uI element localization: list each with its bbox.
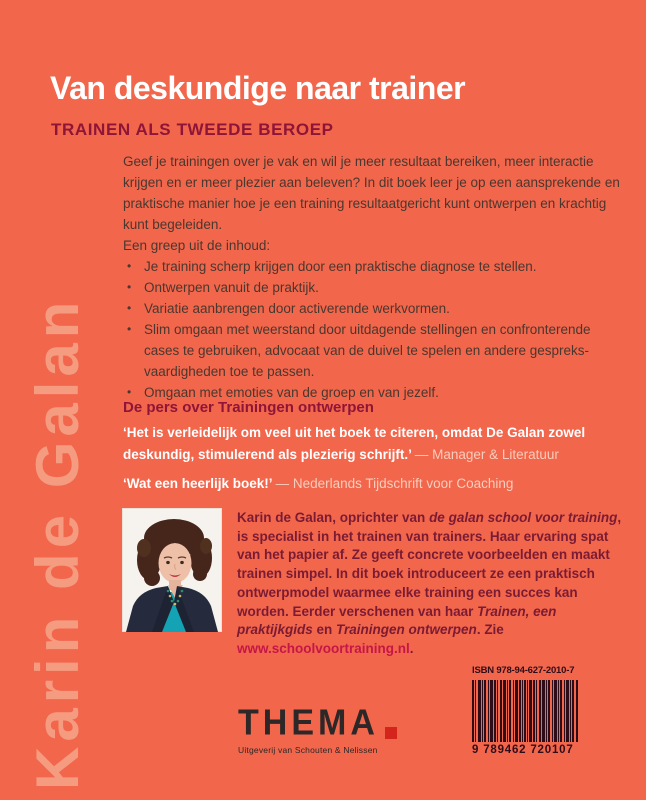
barcode-icon	[472, 680, 578, 742]
book-subtitle: TRAINEN ALS TWEEDE BEROEP	[51, 120, 334, 139]
quote-text: ‘Wat een heerlijk boek!’	[123, 476, 272, 491]
barcode-block	[472, 665, 578, 756]
isbn-label: ISBN 978-94-627-2010-7	[472, 665, 575, 676]
bullet-item: • Slim omgaan met weerstand door uitdagende stellingen en confronterende cases te gebruiken, advocaat van de duivel te spelen en andere gespreks-vaardigheden toe te passen.	[123, 319, 629, 382]
list-intro: Een greep uit de inhoud:	[123, 238, 271, 253]
author-bio	[237, 509, 629, 659]
barcode-digits: 9 789462 720107	[472, 744, 574, 756]
press-quote-1	[123, 422, 629, 465]
bio-text: Karin de Galan, oprichter van	[237, 510, 430, 525]
website-url: www.schoolvoortraining.nl	[237, 640, 410, 656]
bullet-item: • Je training scherp krijgen door een praktische diagnose te stellen.	[123, 256, 629, 277]
press-section-heading: De pers over Trainingen ontwerpen	[123, 399, 374, 416]
bio-text: , is specialist in het trainen van trainers. Haar ervaring spat van het papier af. Ze geeft concrete voorbeelden en maakt trainen simpel. In dit boek introduceert ze een praktisch ontwerpmodel waarmee elke training een succes kan worden. Eerder verschenen van haar	[237, 510, 622, 619]
publisher-tagline: Uitgeverij van Schouten & Nelissen	[238, 745, 378, 755]
intro-paragraph: Geef je trainingen over je vak en wil je meer resultaat bereiken, meer interactie krijgen en er meer plezier aan beleven? In dit boek leer je op een aansprekende en praktische manier hoe je een training resultaatgericht kunt ontwerpen en krachtig kunt begeleiden.	[123, 154, 620, 232]
quote-source: — Manager & Literatuur	[414, 446, 559, 462]
bio-text: . Zie	[476, 622, 504, 638]
author-photo	[122, 508, 222, 632]
contents-bullet-list	[123, 256, 629, 403]
bio-text: en	[312, 622, 337, 638]
quote-source: — Nederlands Tijdschrift voor Coaching	[275, 476, 514, 491]
bio-italic-book2: Trainingen ontwerpen	[336, 622, 477, 638]
bio-italic-book1: Trainen, een praktijkgids	[237, 603, 557, 638]
bullet-item: • Variatie aanbrengen door activerende werkvormen.	[123, 298, 629, 319]
bullet-item: • Omgaan met emoties van de groep en van jezelf.	[123, 382, 629, 403]
book-title: Van deskundige naar trainer	[50, 70, 466, 106]
author-portrait-illustration	[122, 508, 222, 632]
publisher-logo-text: THEMA	[238, 703, 379, 744]
bio-italic-school: de galan school voor training	[429, 510, 618, 525]
quote-text: ‘Het is verleidelijk om veel uit het boek te citeren, omdat De Galan zowel deskundig, stimulerend als plezierig schrijft.’	[123, 425, 586, 462]
author-name-vertical: Karin de Galan	[24, 296, 91, 790]
logo-red-square-icon	[385, 727, 397, 739]
back-cover-intro	[123, 151, 629, 403]
bullet-item: • Ontwerpen vanuit de praktijk.	[123, 277, 629, 298]
bio-text: .	[409, 640, 414, 656]
publisher-logo	[238, 703, 397, 755]
press-quote-2	[123, 473, 629, 495]
